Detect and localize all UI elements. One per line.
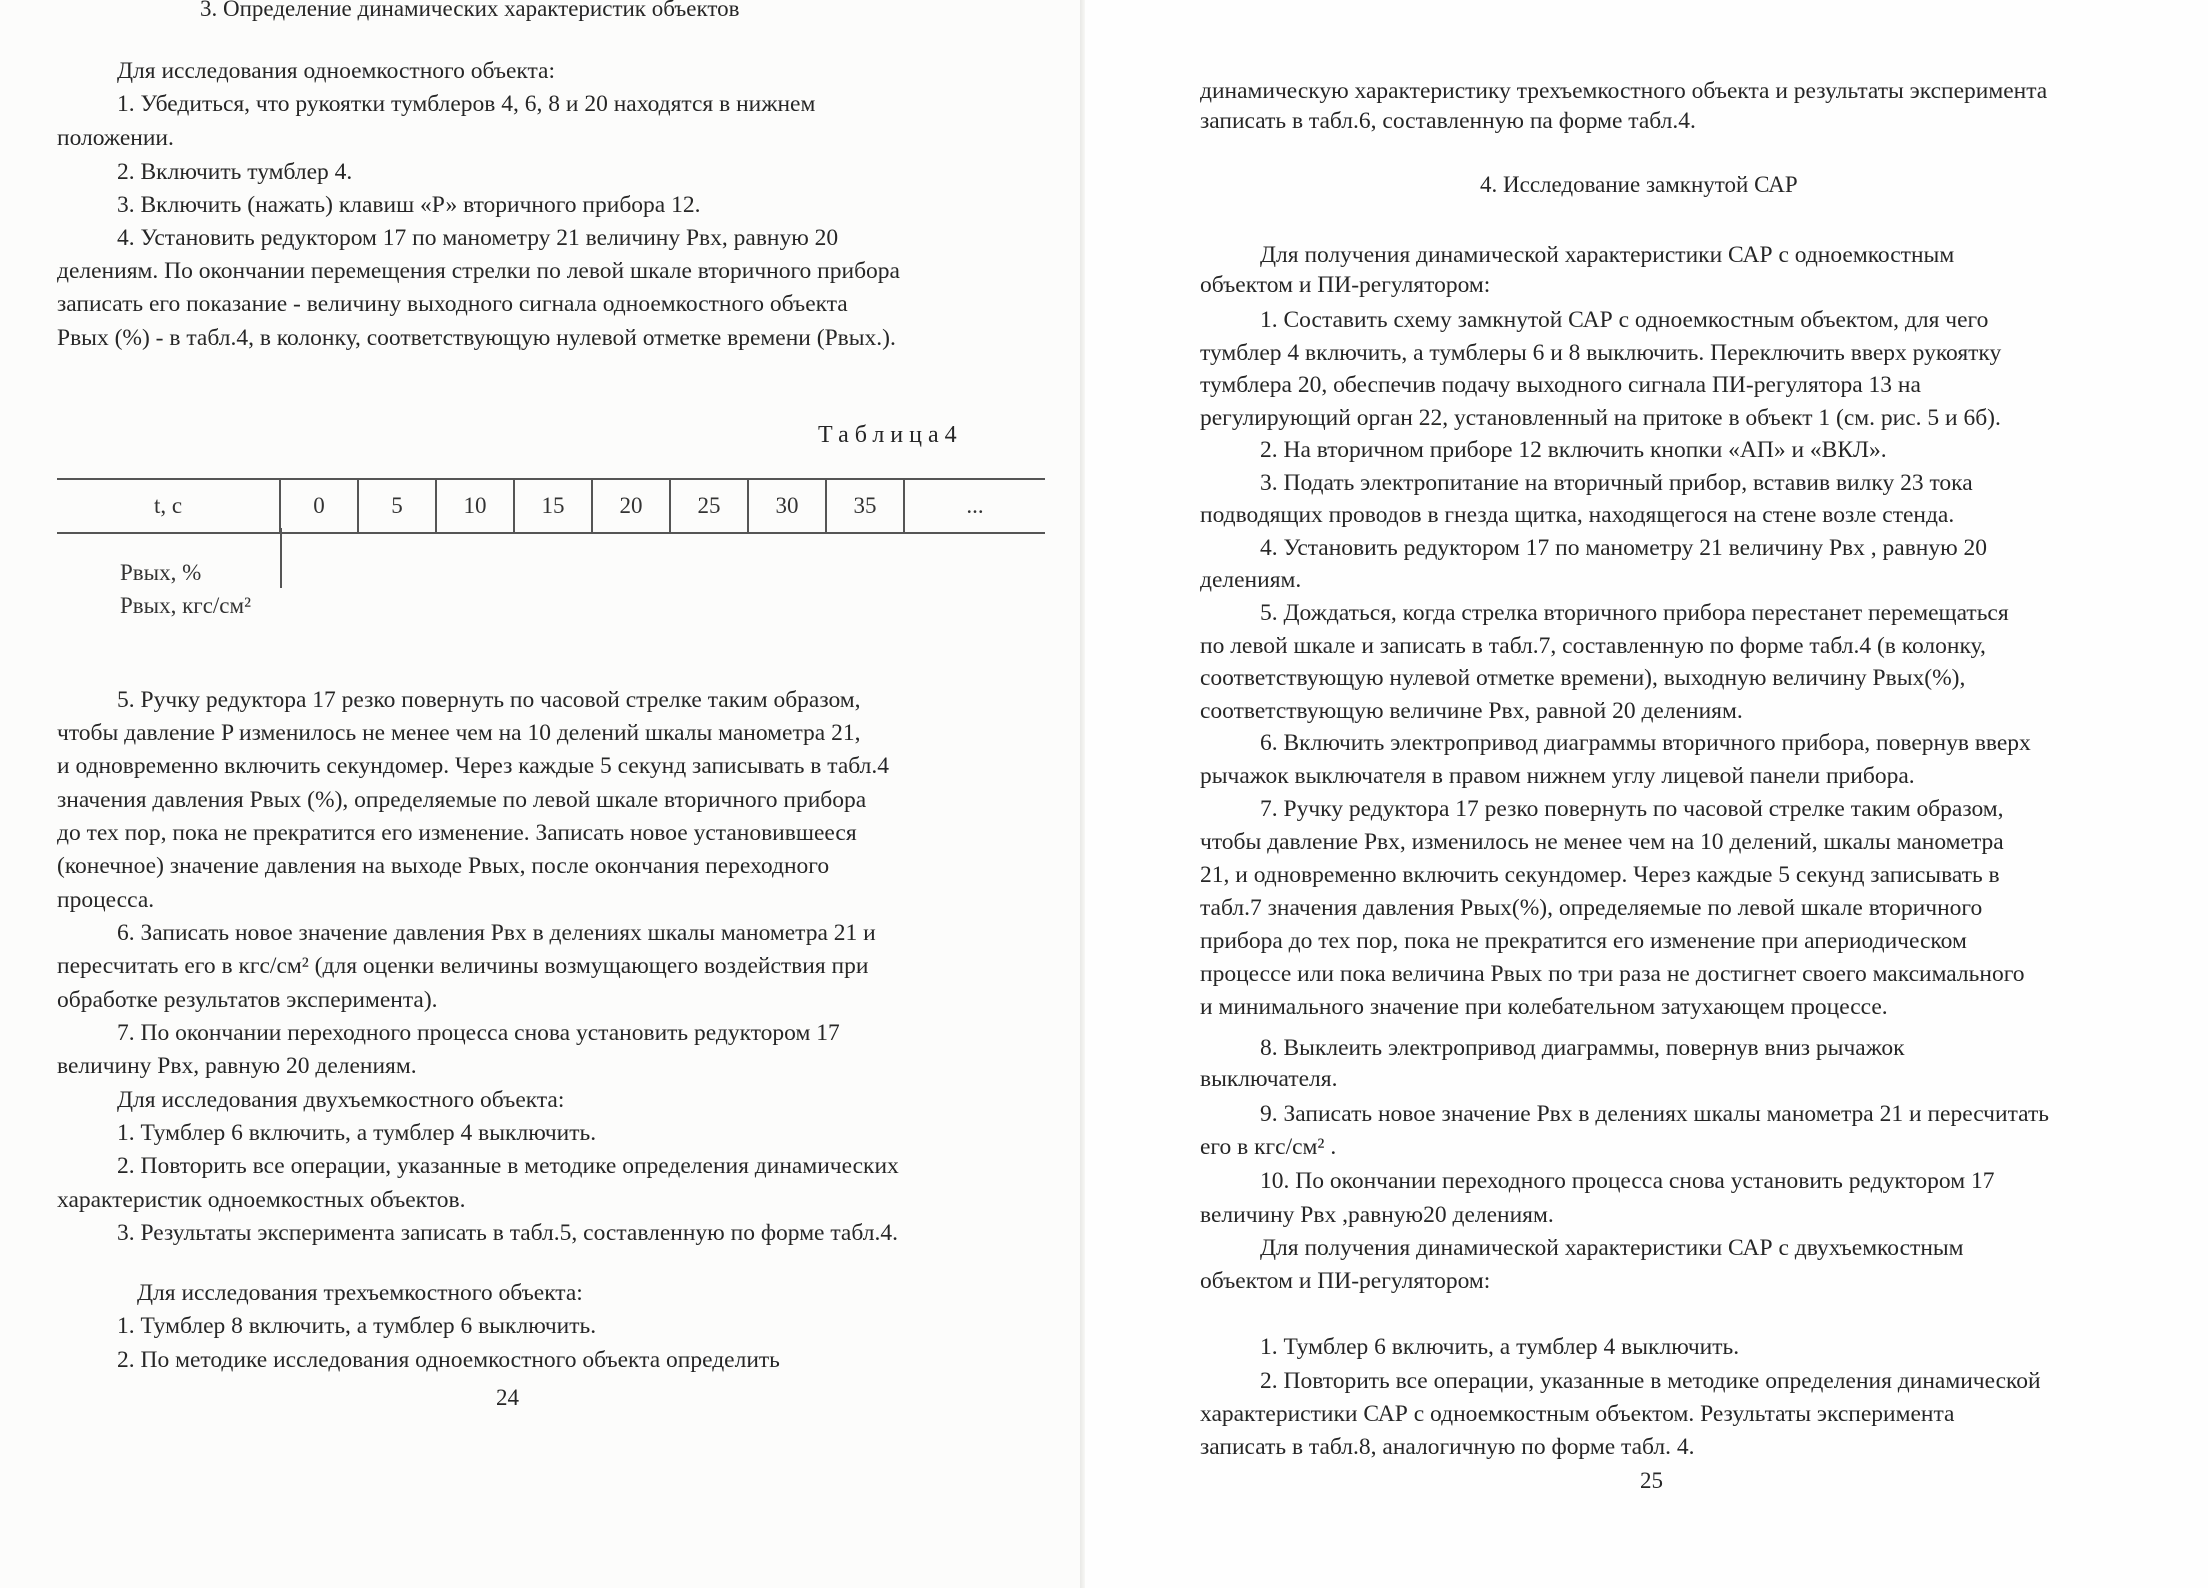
text-line: 1. Тумблер 8 включить, а тумблер 6 выключить. bbox=[117, 1313, 597, 1339]
text-line: 9. Записать новое значение Pвх в делениях шкалы манометра 21 и пересчитать bbox=[1260, 1101, 2049, 1127]
time-cell: 10 bbox=[436, 479, 514, 533]
text-line: Для исследования трехъемкостного объекта: bbox=[137, 1280, 583, 1306]
table-row-labels bbox=[120, 556, 251, 622]
text-line: значения давления Pвых (%), определяемые по левой шкале вторичного прибора bbox=[57, 787, 867, 813]
text-line: величину Pвх, равную 20 делениям. bbox=[57, 1053, 417, 1079]
text-line: 2. На вторичном приборе 12 включить кнопки «АП» и «ВКЛ». bbox=[1260, 437, 1887, 463]
text-line: Для исследования двухъемкостного объекта: bbox=[117, 1087, 565, 1113]
time-cell: 0 bbox=[280, 479, 358, 533]
text-line: соответствующую величине Pвх, равной 20 делениям. bbox=[1200, 698, 1743, 724]
text-line: процессе или пока величина Pвых по три раза не достигнет своего максимального bbox=[1200, 961, 2025, 987]
time-cell: 25 bbox=[670, 479, 748, 533]
text-line: 1. Составить схему замкнутой САР с одноемкостным объектом, для чего bbox=[1260, 307, 1989, 333]
text-line: табл.7 значения давления Pвых(%), определяемые по левой шкале вторичного bbox=[1200, 895, 1983, 921]
text-line: 6. Включить электропривод диаграммы вторичного прибора, повернув вверх bbox=[1260, 730, 2031, 756]
text-line: 2. Включить тумблер 4. bbox=[117, 159, 353, 185]
time-cell: ... bbox=[966, 493, 984, 518]
table-4 bbox=[57, 478, 1045, 534]
text-line: 1. Тумблер 6 включить, а тумблер 4 выключить. bbox=[117, 1120, 597, 1146]
text-line: объектом и ПИ-регулятором: bbox=[1200, 1268, 1491, 1294]
section-heading-3: 3. Определение динамических характеристик объектов bbox=[200, 0, 740, 21]
text-line: записать в табл.6, составленную па форме табл.4. bbox=[1200, 108, 1696, 134]
text-line: 8. Выклеить электропривод диаграммы, повернув вниз рычажок bbox=[1260, 1035, 1905, 1061]
text-line: Для получения динамической характеристики САР с двухъемкостным bbox=[1260, 1235, 1964, 1261]
text-line: характеристики САР с одноемкостным объектом. Результаты эксперимента bbox=[1200, 1401, 1955, 1427]
time-label-cell: t, c bbox=[57, 479, 280, 533]
text-line: 3. Включить (нажать) клавиш «Р» вторичного прибора 12. bbox=[117, 192, 701, 218]
text-line: 3. Подать электропитание на вторичный прибор, вставив вилку 23 тока bbox=[1260, 470, 1973, 496]
text-line: и минимального значение при колебательном затухающем процессе. bbox=[1200, 994, 1888, 1020]
text-line: регулирующий орган 22, установленный на притоке в объект 1 (см. рис. 5 и 6б). bbox=[1200, 405, 2001, 431]
text-line: 5. Ручку редуктора 17 резко повернуть по часовой стрелке таким образом, bbox=[117, 687, 861, 713]
text-line: до тех пор, пока не прекратится его изменение. Записать новое установившееся bbox=[57, 820, 857, 846]
text-line: 1. Убедиться, что рукоятки тумблеров 4, 6, 8 и 20 находятся в нижнем bbox=[117, 91, 816, 117]
time-cell: 30 bbox=[748, 479, 826, 533]
text-line: 21, и одновременно включить секундомер. Через каждые 5 секунд записывать в bbox=[1200, 862, 2000, 888]
row-label-percent: Pвых, % bbox=[120, 560, 202, 585]
text-line: прибора до тех пор, пока не прекратится его изменение при апериодическом bbox=[1200, 928, 1967, 954]
text-line: обработке результатов эксперимента). bbox=[57, 987, 438, 1013]
time-cell: 5 bbox=[358, 479, 436, 533]
page-number-left: 24 bbox=[496, 1385, 519, 1410]
text-line: 2. Повторить все операции, указанные в методике определения динамической bbox=[1260, 1368, 2041, 1394]
table-caption: Таблица4 bbox=[818, 422, 963, 448]
text-line: и одновременно включить секундомер. Через каждые 5 секунд записывать в табл.4 bbox=[57, 753, 889, 779]
text-line: Для исследования одноемкостного объекта: bbox=[117, 58, 556, 84]
text-line: характеристик одноемкостных объектов. bbox=[57, 1187, 466, 1213]
text-line: чтобы давление P изменилось не менее чем на 10 делений шкалы манометра 21, bbox=[57, 720, 861, 746]
text-line: тумблера 20, обеспечив подачу выходного сигнала ПИ-регулятора 13 на bbox=[1200, 372, 1921, 398]
text-line: 4. Установить редуктором 17 по манометру 21 величину Pвх , равную 20 bbox=[1260, 535, 1988, 561]
left-page bbox=[0, 0, 1085, 1588]
text-line: (конечное) значение давления на выходе Pвых, после окончания переходного bbox=[57, 853, 830, 879]
text-line: 6. Записать новое значение давления Pвх в делениях шкалы манометра 21 и bbox=[117, 920, 876, 946]
text-line: тумблер 4 включить, а тумблеры 6 и 8 выключить. Переключить вверх рукоятку bbox=[1200, 340, 2002, 366]
text-line: пересчитать его в кгс/см² (для оценки величины возмущающего воздействия при bbox=[57, 953, 869, 979]
text-line: Pвых (%) - в табл.4, в колонку, соответствующую нулевой отметке времени (Pвых.). bbox=[57, 325, 896, 351]
text-line: положении. bbox=[57, 125, 174, 151]
text-line: делениям. По окончании перемещения стрелки по левой шкале вторичного прибора bbox=[57, 258, 900, 284]
text-line: объектом и ПИ-регулятором: bbox=[1200, 272, 1491, 298]
time-cell: 15 bbox=[514, 479, 592, 533]
text-line: по левой шкале и записать в табл.7, составленную по форме табл.4 (в колонку, bbox=[1200, 633, 1986, 659]
text-line: Для получения динамической характеристики САР с одноемкостным bbox=[1260, 242, 1955, 268]
time-cell: 20 bbox=[592, 479, 670, 533]
text-line: 2. Повторить все операции, указанные в методике определения динамических bbox=[117, 1153, 899, 1179]
table-row-divider bbox=[280, 528, 282, 588]
text-line: записать его показание - величину выходного сигнала одноемкостного объекта bbox=[57, 291, 848, 317]
text-line: его в кгс/см² . bbox=[1200, 1134, 1337, 1160]
text-line: величину Pвх ,равную20 делениям. bbox=[1200, 1202, 1554, 1228]
text-line: записать в табл.8, аналогичную по форме табл. 4. bbox=[1200, 1434, 1695, 1460]
row-label-kgs: Pвых, кгс/см² bbox=[120, 593, 251, 618]
text-line: 7. Ручку редуктора 17 резко повернуть по часовой стрелке таким образом, bbox=[1260, 796, 2004, 822]
text-line: соответствующую нулевой отметке времени), выходную величину Pвых(%), bbox=[1200, 665, 1966, 691]
text-line: динамическую характеристику трехъемкостного объекта и результаты эксперимента bbox=[1200, 78, 2048, 104]
text-line: 1. Тумблер 6 включить, а тумблер 4 выключить. bbox=[1260, 1334, 1740, 1360]
text-line: 4. Установить редуктором 17 по манометру 21 величину Pвх, равную 20 bbox=[117, 225, 839, 251]
page-number-right: 25 bbox=[1640, 1468, 1663, 1493]
time-cell: 35 bbox=[826, 479, 904, 533]
text-line: процесса. bbox=[57, 887, 155, 913]
text-line: выключателя. bbox=[1200, 1066, 1338, 1092]
right-page bbox=[1085, 0, 2208, 1588]
text-line: 10. По окончании переходного процесса снова установить редуктором 17 bbox=[1260, 1168, 1995, 1194]
text-line: чтобы давление Pвх, изменилось не менее чем на 10 делений, шкалы манометра bbox=[1200, 829, 2004, 855]
text-line: 5. Дождаться, когда стрелка вторичного прибора перестанет перемещаться bbox=[1260, 600, 2009, 626]
section-heading-4: 4. Исследование замкнутой САР bbox=[1480, 172, 1798, 197]
text-line: рычажок выключателя в правом нижнем углу лицевой панели прибора. bbox=[1200, 763, 1915, 789]
text-line: 2. По методике исследования одноемкостного объекта определить bbox=[117, 1347, 780, 1373]
text-line: 3. Результаты эксперимента записать в табл.5, составленную по форме табл.4. bbox=[117, 1220, 898, 1246]
text-line: подводящих проводов в гнезда щитка, находящегося на стене возле стенда. bbox=[1200, 502, 1955, 528]
text-line: 7. По окончании переходного процесса снова установить редуктором 17 bbox=[117, 1020, 840, 1046]
text-line: делениям. bbox=[1200, 567, 1302, 593]
